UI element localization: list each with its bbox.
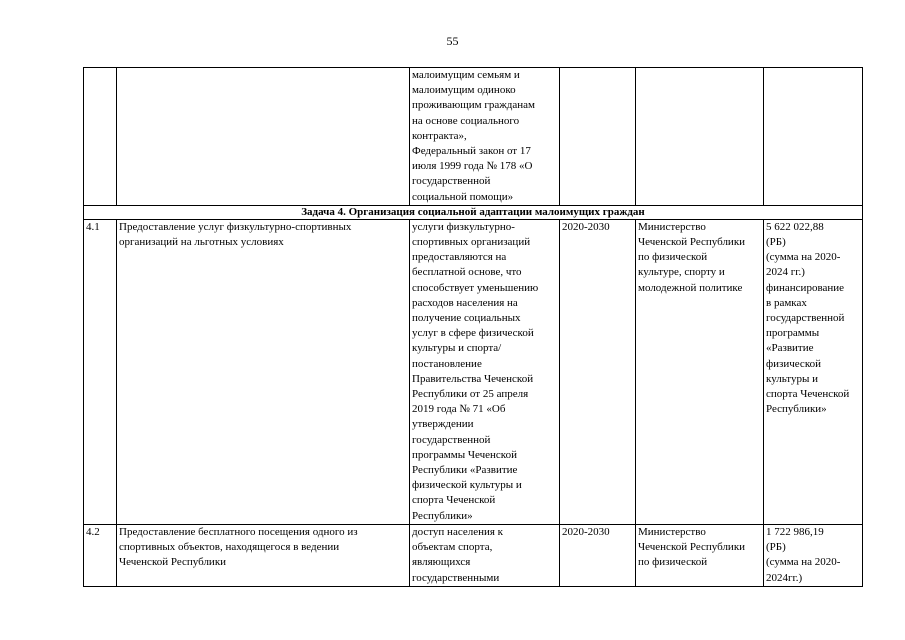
row-number: 4.1	[84, 219, 117, 524]
executor-cell	[636, 68, 764, 206]
name-cell	[117, 68, 410, 206]
measures-table	[83, 67, 863, 587]
period-cell	[560, 68, 636, 206]
measure-period: 2020-2030	[560, 219, 636, 524]
num-cell	[84, 68, 117, 206]
task-header-row	[84, 205, 863, 219]
measure-basis: услуги физкультурно- спортивных организаций предоставляются на бесплатной основе, что способствует уменьшению расходов населения на получение социальных услуг в сфере физической культуры и спорта/ постановление Правительства Чеченской Республики от 25 апреля 2019 года № 71 «Об утверждении государственной программы Чеченской Республики «Развитие физической культуры и спорта Чеченской Республики»	[410, 219, 560, 524]
row-number: 4.2	[84, 524, 117, 586]
measure-name: Предоставление услуг физкультурно-спортивных организаций на льготных условиях	[117, 219, 410, 524]
measure-name: Предоставление бесплатного посещения одного из спортивных объектов, находящегося в ведении Чеченской Республики	[117, 524, 410, 586]
basis-cell: малоимущим семьям и малоимущим одиноко проживающим гражданам на основе социального контракта», Федеральный закон от 17 июля 1999 года № 178 «О государственной социальной помощи»	[410, 68, 560, 206]
task-header: Задача 4. Организация социальной адаптации малоимущих граждан	[84, 205, 863, 219]
funding-cell	[764, 68, 863, 206]
page-number: 55	[446, 34, 459, 48]
table-row	[84, 524, 863, 586]
table-row	[84, 219, 863, 524]
measure-period: 2020-2030	[560, 524, 636, 586]
measure-basis: доступ населения к объектам спорта, являющихся государственными	[410, 524, 560, 586]
continuation-row	[84, 68, 863, 206]
measure-executor: Министерство Чеченской Республики по физической культуре, спорту и молодежной политике	[636, 219, 764, 524]
measure-funding: 5 622 022,88 (РБ) (сумма на 2020- 2024 гг.) финансирование в рамках государственной программы «Развитие физической культуры и спорта Чеченской Республики»	[764, 219, 863, 524]
measure-executor: Министерство Чеченской Республики по физической	[636, 524, 764, 586]
measure-funding: 1 722 986,19 (РБ) (сумма на 2020- 2024гг.)	[764, 524, 863, 586]
